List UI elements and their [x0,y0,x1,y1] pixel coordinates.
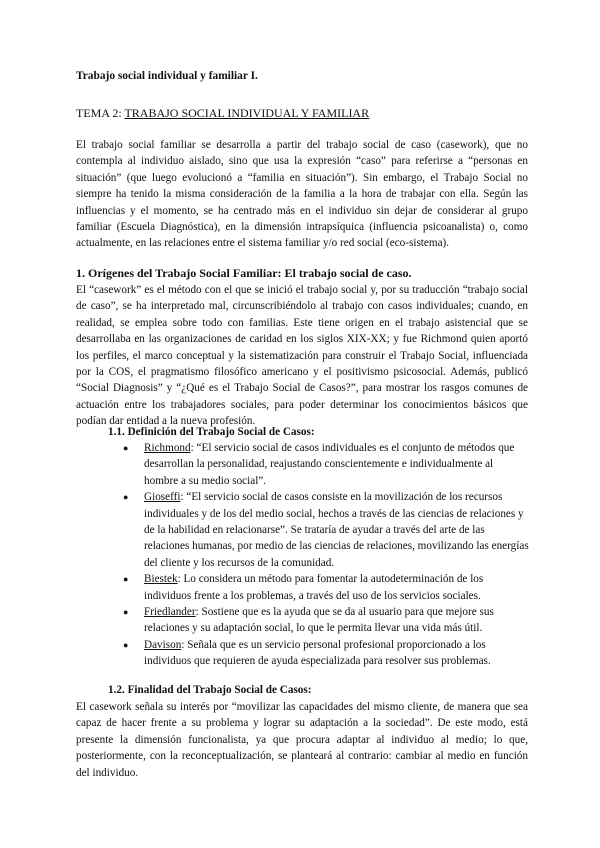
bullet-icon: ● [123,574,129,585]
bullet-icon: ● [123,443,129,453]
bullet-icon: ● [123,639,129,650]
definition-text: : Lo considera un método para fomentar la autodeterminación de los individuos frente a los problemas, a través del uso de los servicios sociales. [144,573,484,602]
tema-title: TRABAJO SOCIAL INDIVIDUAL Y FAMILIAR [124,106,370,120]
subsection-1-2-heading: 1.2. Finalidad del Trabajo Social de Casos: [108,684,312,696]
subsection-1-1-heading: 1.1. Definición del Trabajo Social de Casos: [108,426,315,438]
list-item [119,637,529,670]
section-1-body: El “casework” es el método con el que se inició el trabajo social y, por su traducción “trabajo social de caso”, se ha interpretado mal, circunscribiéndolo al trabajo con casos individuales; cuando, en realidad, se emplea sobre todo con familias. Este tiene origen en el trabajo asistencial que se desarrollaba en las organizaciones de caridad en los siglos XIX-XX; y fue Richmond quien aportó los perfiles, el marco conceptual y la sistematización para construir el Trabajo Social, influenciada por la COS, el pragmatismo filosófico americano y el positivismo psicosocial. Además, publicó “Social Diagnosis” y “¿Qué es el Trabajo Social de Casos?”, para mostrar los rasgos comunes de actuación entre los trabajadores sociales, para poder determinar los conocimientos básicos que podían dar entidad a la nueva profesión. [76,284,528,428]
definition-text: : Sostiene que es la ayuda que se da al usuario para que mejore sus relaciones y su adaptación social, lo que le permita llevar una vida más útil. [144,606,494,635]
author-name: Friedlander [144,606,196,619]
subsection-1-2-body: El casework señala su interés por “movilizar las capacidades del mismo cliente, de manera que sea capaz de hacer frente a su problema y lograr su adaptación a la sociedad”. De este modo, está presente la dimensión funcionalista, ya que procura adaptar al individuo al medio; lo que, posteriormente, con la reconceptualización, se planteará al contrario: cambiar al medio en función del individuo. [76,701,528,779]
list-item [119,440,529,489]
list-item [119,571,529,604]
author-name: Davison [144,638,182,651]
document-title: Trabajo social individual y familiar I. [76,70,258,82]
tema-prefix: TEMA 2: [76,106,125,120]
definition-text: : Señala que es un servicio personal profesional proporcionado a los individuos que requieren de ayuda especializada para resolver sus problemas. [144,638,491,668]
author-name: Biestek [144,573,178,586]
definition-text: : “El servicio social de casos consiste en la movilización de los recursos individuales y de los del medio social, hechos a través de las ciencias de relaciones y de la habilidad en relacionarse”. Se trataría de ayudar a través del arte de las relaciones humanas, por medio de las ciencias de relaciones, movilizando las energías del cliente y los recursos de la comunidad. [144,491,529,569]
section-1-heading: 1. Orígenes del Trabajo Social Familiar: El trabajo social de caso. [76,266,412,280]
definition-text: : “El servicio social de casos individuales es el conjunto de métodos que desarrollan la personalidad, reajustando conscientemente e individualmente al hombre a su medio social”. [144,442,515,487]
bullet-icon: ● [123,492,129,503]
list-item [119,604,529,637]
list-item [119,489,529,571]
tema-heading [76,105,528,121]
author-name: Gioseffi [144,491,181,504]
bullet-icon: ● [123,607,129,618]
author-name: Richmond [144,442,191,454]
definitions-list [119,440,529,670]
intro-paragraph: El trabajo social familiar se desarrolla a partir del trabajo social de caso (casework), que no contempla al individuo aislado, sino que usa la expresión “caso” para referirse a “personas en situación” (que luego evolucionó a “familia en situación”). Sin embargo, el Trabajo Social no siempre ha tenido la misma consideración de la familia a la hora de trabajar con ella. Según las influencias y el momento, se ha centrado más en el individuo sin dejar de considerar al grupo familiar (Escuela Diagnóstica), en la dimensión intrapsíquica (influencia psicoanalista) o, como actualmente, en las relaciones entre el sistema familiar y/o red social (eco-sistema). [76,139,528,250]
